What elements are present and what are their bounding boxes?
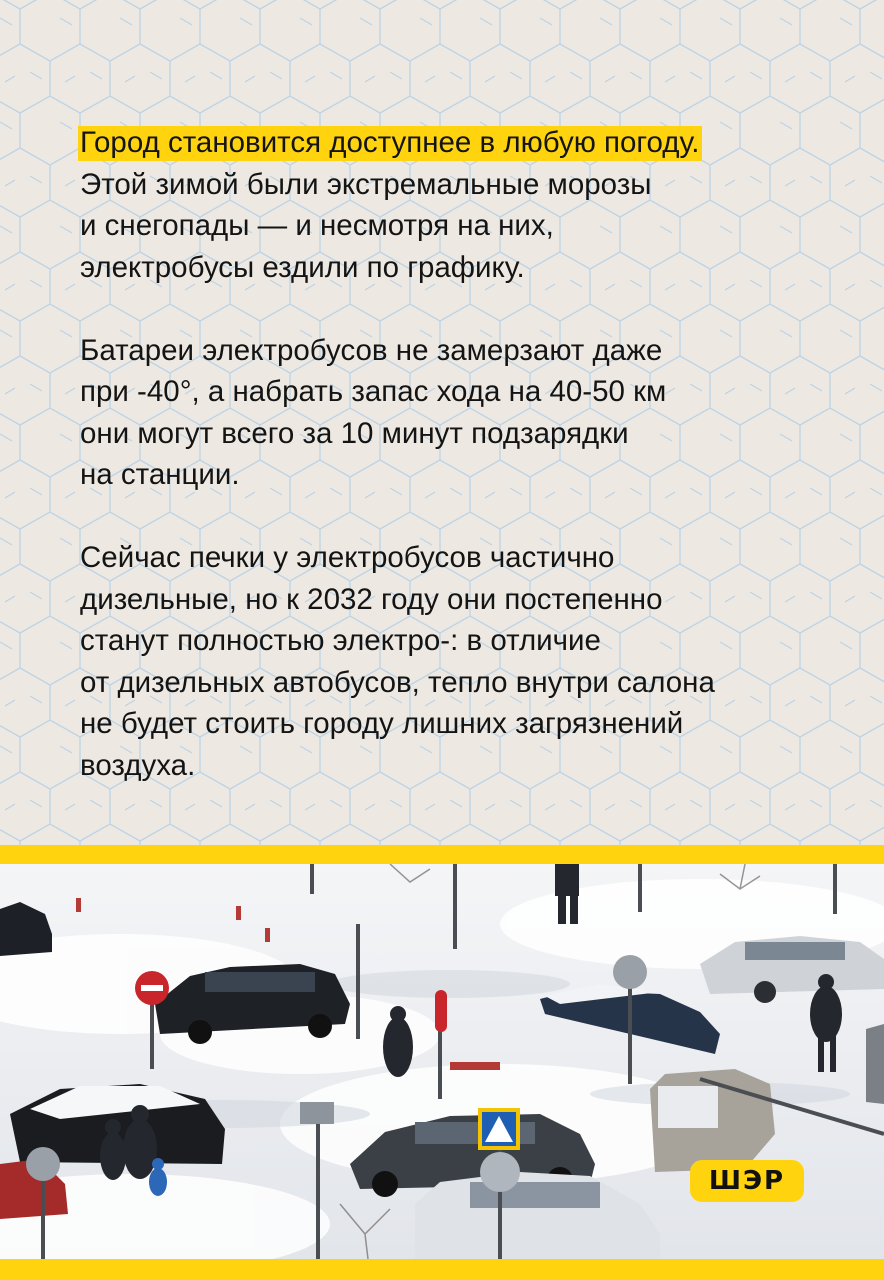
paragraph-1 bbox=[80, 122, 840, 288]
yellow-band-top bbox=[0, 845, 884, 864]
paragraph-3 bbox=[80, 537, 840, 786]
yellow-band-bottom bbox=[0, 1259, 884, 1280]
article-text bbox=[80, 122, 840, 828]
text-line: станут полностью электро-: в отличие bbox=[80, 624, 601, 657]
text-line: Батареи электробусов не замерзают даже bbox=[80, 333, 663, 367]
text-line: от дизельных автобусов, тепло внутри салона bbox=[80, 665, 715, 699]
text-line: на станции. bbox=[80, 458, 240, 491]
text-line: электробусы ездили по графику. bbox=[80, 250, 525, 284]
text-line: воздуха. bbox=[80, 748, 196, 782]
text-line: Этой зимой были экстремальные морозы bbox=[80, 167, 652, 201]
text-line: не будет стоить городу лишних загрязнений bbox=[80, 707, 684, 740]
text-line: дизельные, но к 2032 году они постепенно bbox=[80, 582, 663, 616]
paragraph-2 bbox=[80, 330, 840, 496]
sher-logo: ШЭР bbox=[690, 1160, 804, 1202]
highlighted-headline: Город становится доступнее в любую погоду. bbox=[80, 126, 700, 159]
text-line: Сейчас печки у электробусов частично bbox=[80, 541, 615, 574]
text-line: при -40°, а набрать запас хода на 40-50 км bbox=[80, 375, 667, 408]
text-line bbox=[80, 122, 840, 164]
text-line: они могут всего за 10 минут подзарядки bbox=[80, 416, 629, 450]
text-line: и снегопады — и несмотря на них, bbox=[80, 209, 554, 242]
